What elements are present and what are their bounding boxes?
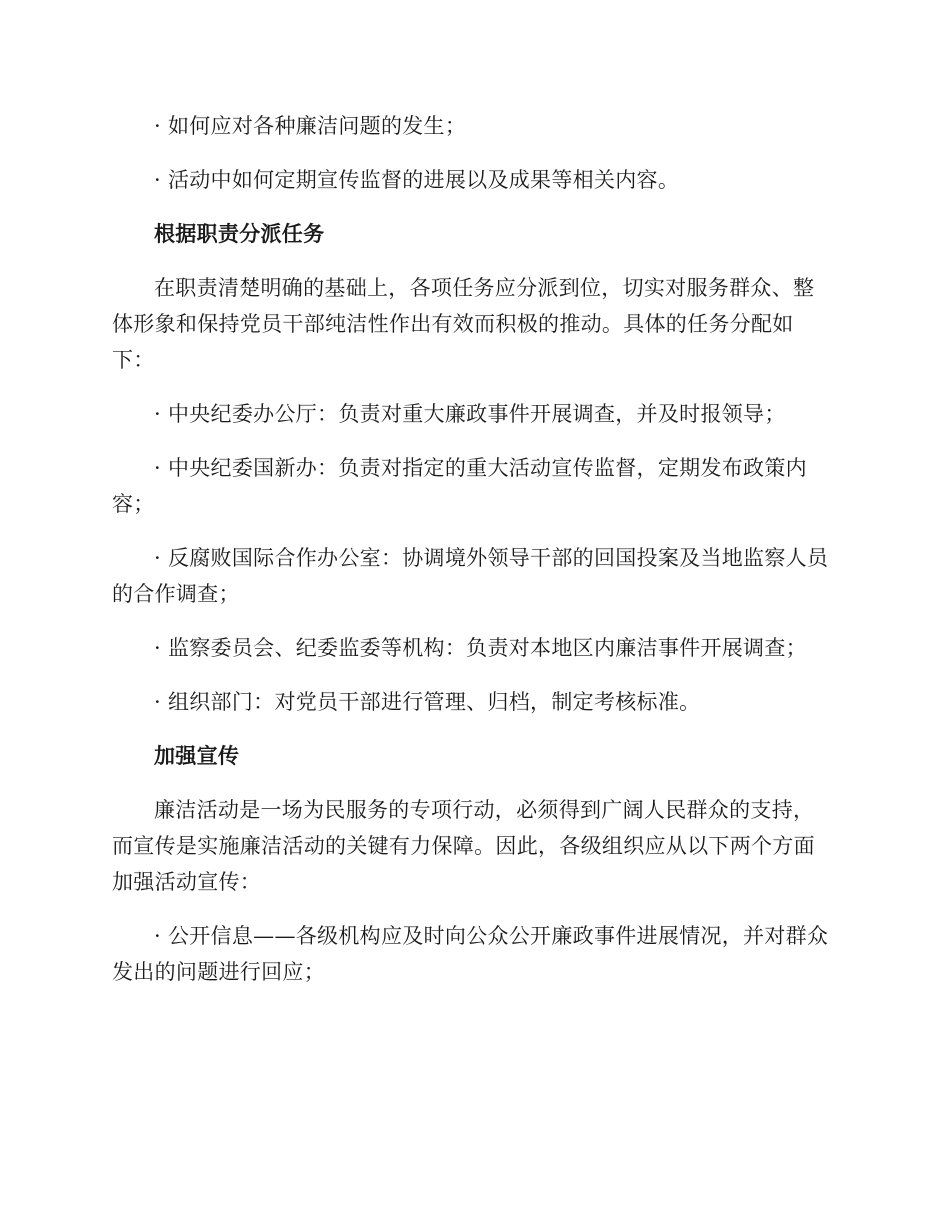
bullet-item: · 组织部门：对党员干部进行管理、归档，制定考核标准。 bbox=[154, 690, 701, 714]
body-paragraph: 在职责清楚明确的基础上，各项任务应分派到位，切实对服务群众、整体形象和保持党员干部纯洁性作出有效而积极的推动。具体的任务分配如下： bbox=[112, 276, 815, 372]
document-body bbox=[112, 108, 832, 1008]
bullet-item: · 中央纪委办公厅：负责对重大廉政事件开展调查，并及时报领导； bbox=[154, 402, 786, 426]
body-paragraph: 廉洁活动是一场为民服务的专项行动，必须得到广阔人民群众的支持，而宣传是实施廉洁活动的关键有力保障。因此，各级组织应从以下两个方面加强活动宣传： bbox=[112, 798, 815, 894]
bullet-item: · 中央纪委国新办：负责对指定的重大活动宣传监督，定期发布政策内容； bbox=[112, 456, 807, 516]
bullet-item: · 如何应对各种廉洁问题的发生； bbox=[154, 114, 467, 138]
bullet-item: · 监察委员会、纪委监委等机构：负责对本地区内廉洁事件开展调查； bbox=[154, 636, 807, 660]
bullet-item: · 活动中如何定期宣传监督的进展以及成果等相关内容。 bbox=[154, 168, 680, 192]
section-heading: 根据职责分派任务 bbox=[154, 221, 325, 246]
bullet-item: · 反腐败国际合作办公室：协调境外领导干部的回国投案及当地监察人员的合作调查； bbox=[112, 546, 829, 606]
section-heading: 加强宣传 bbox=[154, 743, 240, 768]
bullet-item: · 公开信息——各级机构应及时向公众公开廉政事件进展情况，并对群众发出的问题进行回应； bbox=[112, 924, 829, 984]
